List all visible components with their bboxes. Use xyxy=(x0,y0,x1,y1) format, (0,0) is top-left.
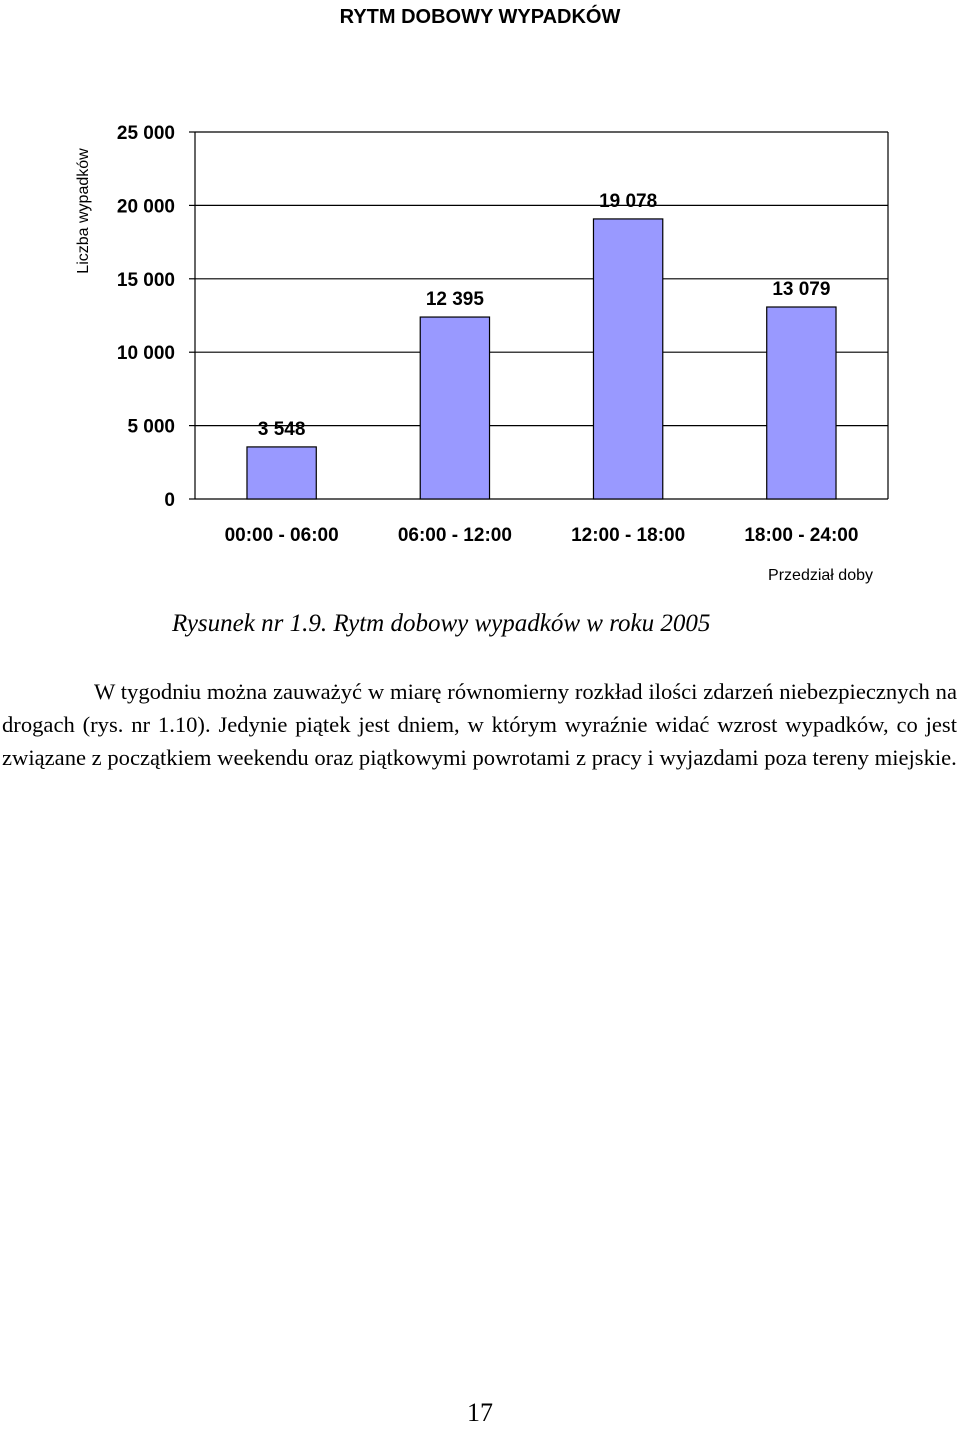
y-tick-label: 10 000 xyxy=(116,343,175,365)
x-tick-label: 12:00 - 18:00 xyxy=(571,525,686,546)
bar xyxy=(247,447,316,499)
y-tick-label: 15 000 xyxy=(116,269,175,291)
bar xyxy=(767,307,836,499)
x-tick-label: 18:00 - 24:00 xyxy=(744,525,859,546)
x-tick-label: 00:00 - 06:00 xyxy=(224,525,339,546)
y-tick-label: 5 000 xyxy=(127,416,175,438)
x-axis-label: Przedział doby xyxy=(768,567,873,584)
bar-data-label: 19 078 xyxy=(599,190,658,212)
y-axis-label: Liczba wypadków xyxy=(75,148,92,274)
bar-data-label: 3 548 xyxy=(257,418,306,440)
body-paragraph: W tygodniu można zauważyć w miarę równomierny rozkład ilości zdarzeń niebezpiecznych na drogach (rys. nr 1.10). Jedynie piątek jest dniem, w którym wyraźnie widać wzrost wypadków, co jest związane z początkiem weekendu oraz piątkowymi powrotami z pracy i wyjazdami poza tereny miejskie. xyxy=(2,679,957,770)
y-tick-label: 20 000 xyxy=(116,196,175,218)
bar-data-label: 12 395 xyxy=(425,289,484,311)
figure-caption: Rysunek nr 1.9. Rytm dobowy wypadków w roku 2005 xyxy=(172,610,711,637)
bar-data-label: 13 079 xyxy=(772,279,831,301)
daily-accident-rhythm-chart xyxy=(0,0,960,600)
y-tick-label: 0 xyxy=(164,490,175,511)
bar xyxy=(420,317,489,499)
x-tick-label: 06:00 - 12:00 xyxy=(397,525,512,546)
chart-title: RYTM DOBOWY WYPADKÓW xyxy=(339,6,621,28)
y-tick-label: 25 000 xyxy=(116,123,175,144)
bar xyxy=(593,219,662,499)
chart-bars xyxy=(247,219,836,499)
page-number: 17 xyxy=(467,1398,493,1427)
